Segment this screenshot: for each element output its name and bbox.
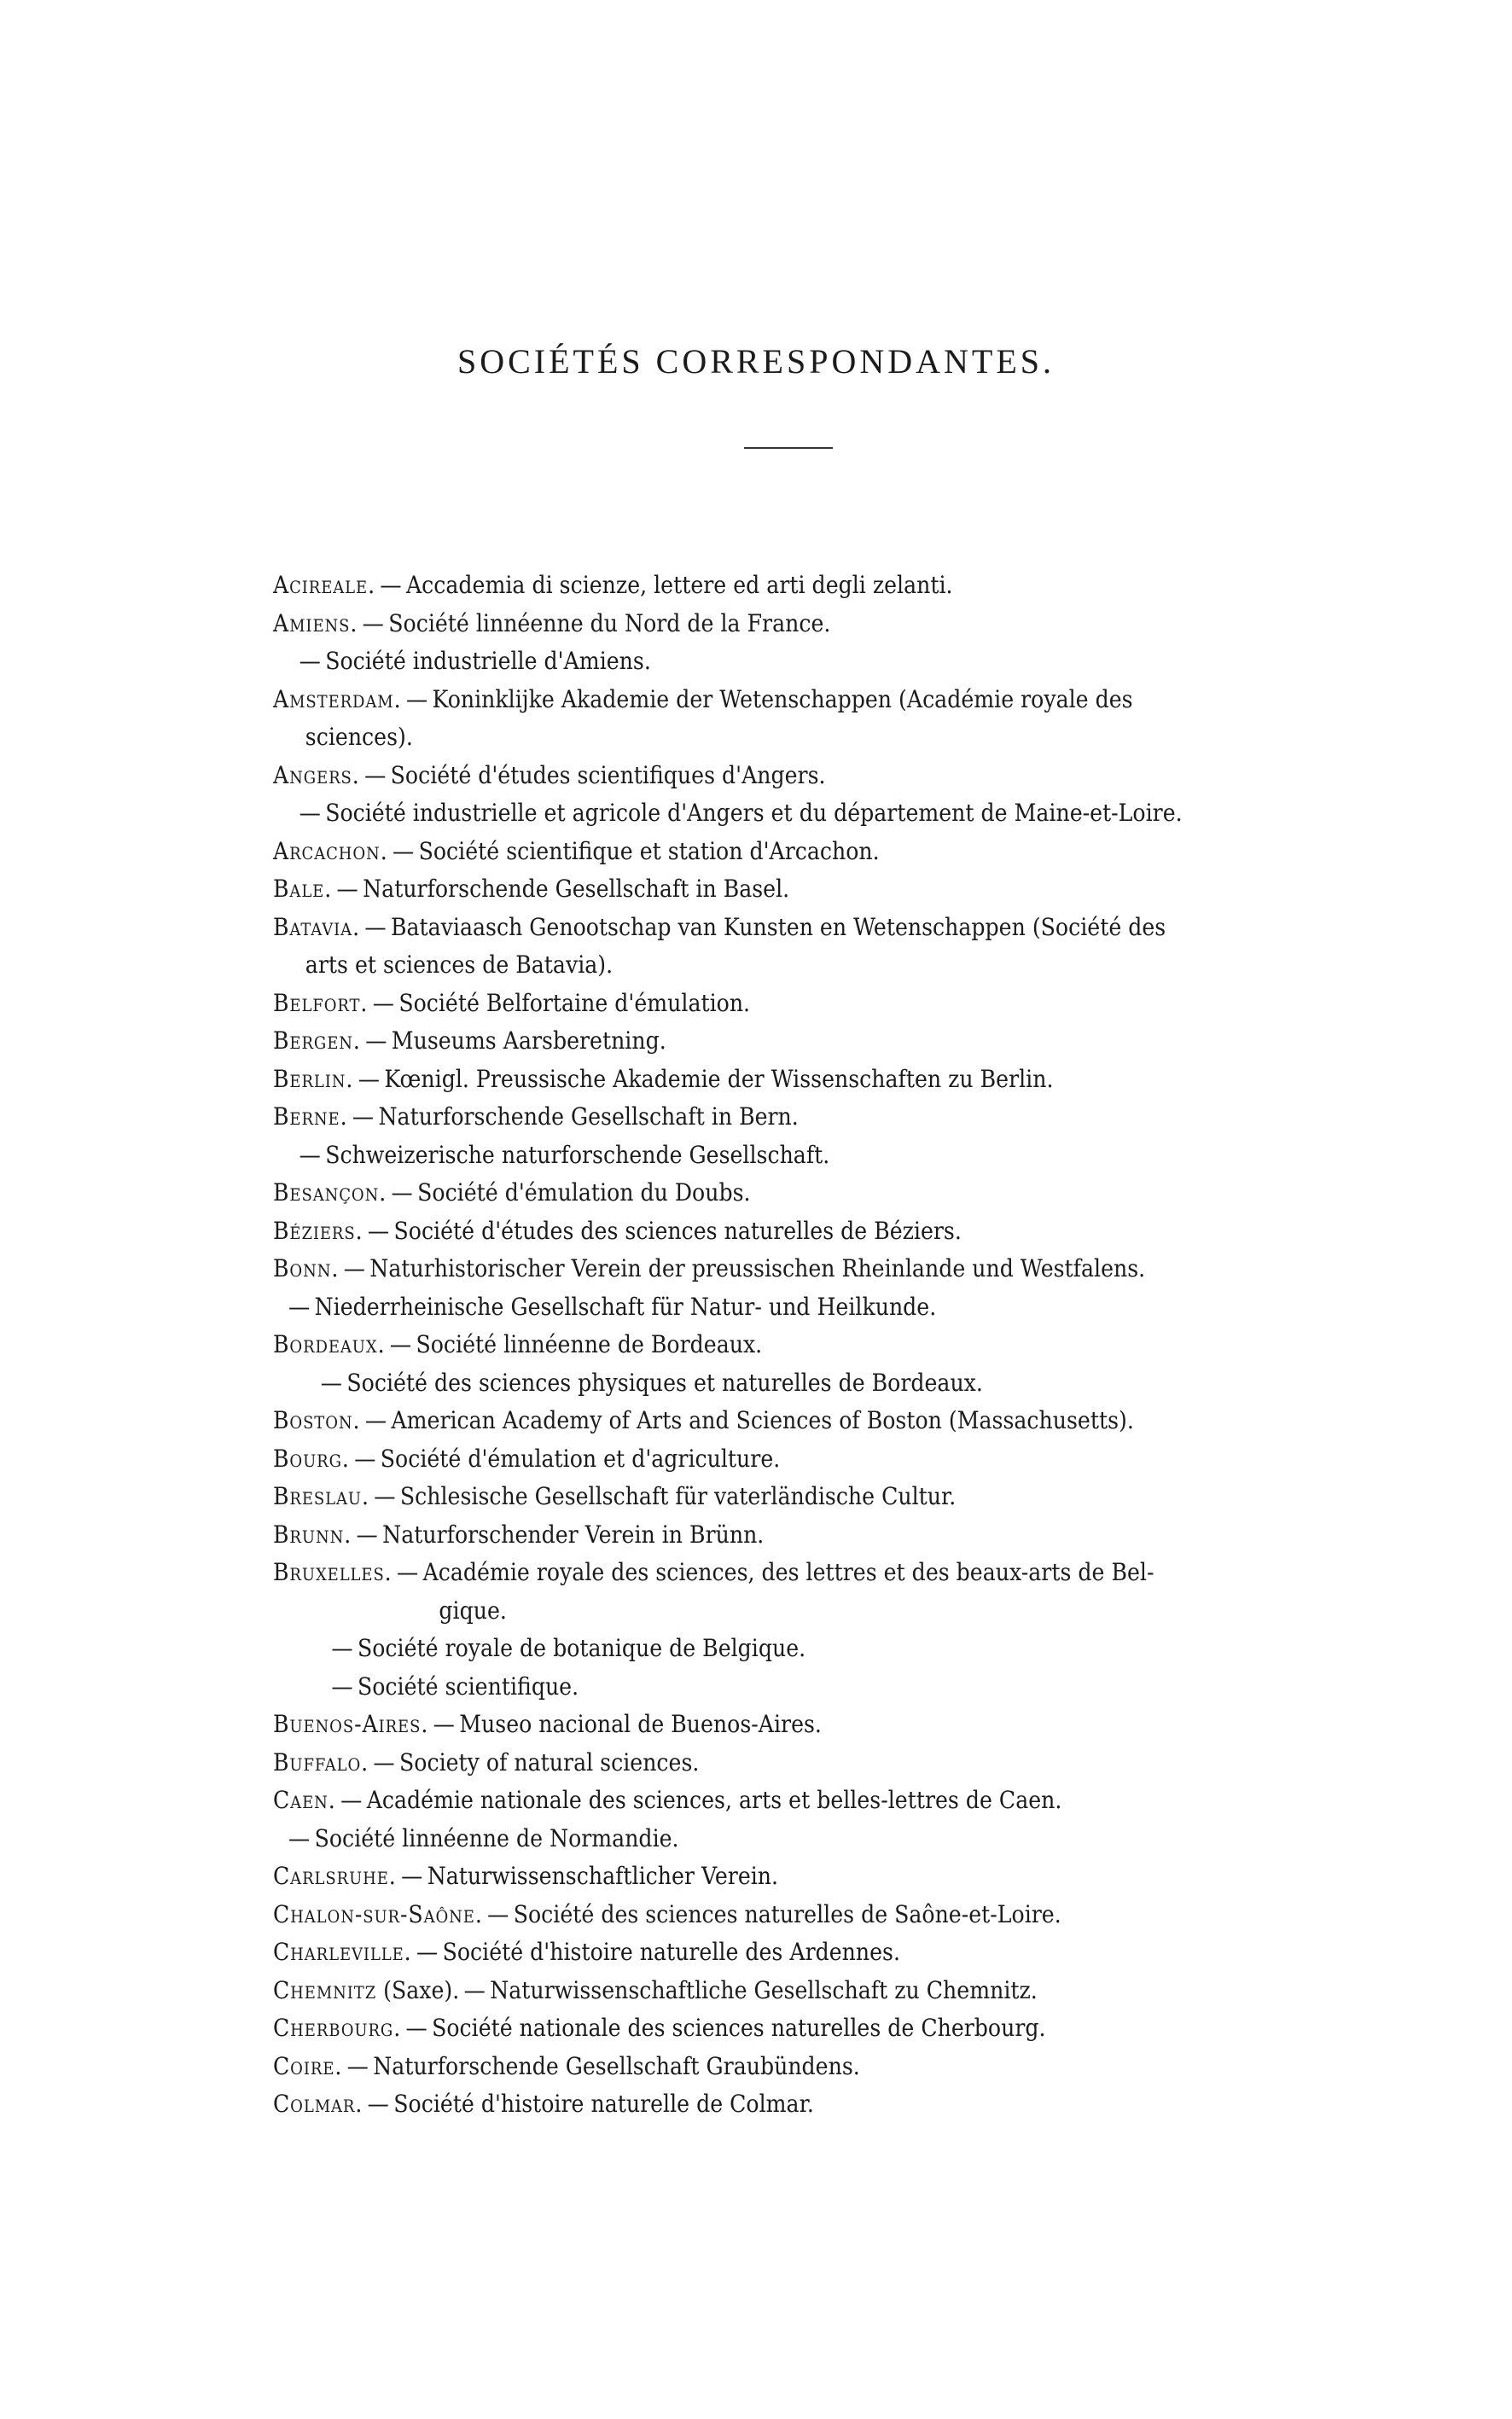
city-name: Arcachon. bbox=[273, 836, 388, 865]
society-name: Société d'histoire naturelle des Ardennes. bbox=[442, 1938, 900, 1966]
list-item bbox=[273, 1478, 1172, 1516]
dash-separator: — bbox=[433, 1710, 455, 1738]
city-name: Charleville. bbox=[273, 1938, 412, 1966]
dash-separator: — bbox=[405, 2014, 427, 2042]
list-item bbox=[273, 1782, 1172, 1820]
dash-separator: — bbox=[288, 1823, 311, 1852]
list-item bbox=[273, 1972, 1172, 2010]
society-name: Society of natural sciences. bbox=[399, 1747, 700, 1776]
city-name: Angers. bbox=[273, 760, 360, 789]
city-name: Berne. bbox=[273, 1102, 348, 1131]
society-name: Bataviaasch Genootschap van Kunsten en Wetenschappen (Société des bbox=[390, 912, 1166, 941]
list-item bbox=[273, 1896, 1172, 1934]
society-name: Société d'études des sciences naturelles de Béziers. bbox=[393, 1216, 962, 1245]
dash-separator: — bbox=[463, 1975, 486, 2004]
dash-separator: — bbox=[367, 1216, 390, 1245]
dash-separator: — bbox=[354, 1444, 376, 1473]
society-name: Museo nacional de Buenos-Aires. bbox=[459, 1710, 822, 1738]
dash-separator: — bbox=[336, 875, 358, 903]
city-name: Amsterdam. bbox=[273, 684, 402, 713]
society-name: Société d'études scientifiques d'Angers. bbox=[390, 760, 826, 789]
city-name: Acireale. bbox=[273, 571, 375, 599]
society-name: Société des sciences physiques et naturelles de Bordeaux. bbox=[346, 1368, 983, 1397]
dash-separator: — bbox=[288, 1292, 311, 1321]
city-name: Brunn. bbox=[273, 1520, 352, 1549]
city-name: Bergen. bbox=[273, 1026, 361, 1055]
city-name: Béziers. bbox=[273, 1216, 363, 1245]
list-item bbox=[273, 567, 1172, 605]
dash-separator: — bbox=[416, 1938, 439, 1966]
list-item bbox=[273, 833, 1172, 871]
list-item bbox=[273, 1022, 1172, 1061]
society-name: Académie nationale des sciences, arts et belles-lettres de Caen. bbox=[366, 1786, 1062, 1814]
society-name: Société d'émulation et d'agriculture. bbox=[380, 1444, 781, 1473]
society-list bbox=[273, 567, 1183, 2124]
city-name: Bruxelles. bbox=[273, 1558, 393, 1586]
dash-separator: — bbox=[356, 1520, 378, 1549]
dash-separator: — bbox=[320, 1368, 342, 1397]
society-name: Société d'histoire naturelle de Colmar. bbox=[393, 2090, 814, 2118]
city-name: Caen. bbox=[273, 1786, 336, 1814]
city-name: Bordeaux. bbox=[273, 1330, 386, 1358]
dash-separator: — bbox=[365, 1026, 387, 1055]
society-name: Niederrheinische Gesellschaft für Natur- und Heilkunde. bbox=[314, 1292, 937, 1321]
dash-separator: — bbox=[374, 1482, 396, 1510]
list-item bbox=[273, 794, 1183, 833]
dash-separator: — bbox=[299, 799, 321, 827]
society-name-continuation: gique. bbox=[439, 1596, 507, 1625]
society-name: Société industrielle et agricole d'Angers et du département de Maine-et-Loire. bbox=[325, 799, 1183, 827]
city-name: Chalon-sur-Saône. bbox=[273, 1899, 483, 1928]
dash-separator: — bbox=[389, 1330, 412, 1358]
city-name: Colmar. bbox=[273, 2090, 363, 2118]
dash-separator: — bbox=[367, 2090, 389, 2118]
page-title: SOCIÉTÉS CORRESPONDANTES. bbox=[457, 342, 1055, 381]
list-item bbox=[273, 1061, 1172, 1099]
society-name: Koninklijke Akademie der Wetenschappen (Académie royale des bbox=[432, 684, 1133, 713]
list-item bbox=[273, 2085, 1172, 2124]
list-item bbox=[273, 1668, 1172, 1707]
society-name: Société nationale des sciences naturelles de Cherbourg. bbox=[432, 2014, 1046, 2042]
list-item bbox=[273, 1554, 1172, 1630]
society-name: Naturforschende Gesellschaft Graubündens. bbox=[373, 2051, 860, 2080]
city-name: Bonn. bbox=[273, 1254, 340, 1282]
city-name: Buenos-Aires. bbox=[273, 1710, 429, 1738]
society-name: Société d'émulation du Doubs. bbox=[417, 1178, 751, 1207]
list-item bbox=[273, 1744, 1172, 1782]
dash-separator: — bbox=[299, 647, 321, 675]
list-item bbox=[273, 1098, 1172, 1137]
society-name: Société linnéenne de Normandie. bbox=[314, 1823, 679, 1852]
city-name: Buffalo. bbox=[273, 1747, 369, 1776]
society-name-continuation: arts et sciences de Batavia). bbox=[305, 951, 614, 979]
society-name: Kœnigl. Preussische Akademie der Wissenschaften zu Berlin. bbox=[384, 1064, 1054, 1093]
society-name: Museums Aarsberetning. bbox=[391, 1026, 666, 1055]
dash-separator: — bbox=[487, 1899, 509, 1928]
list-item bbox=[273, 605, 1172, 643]
society-name: Naturhistorischer Verein der preussischen Rheinlande und Westfalens. bbox=[369, 1254, 1146, 1282]
society-name: Société scientifique. bbox=[358, 1672, 579, 1701]
list-item bbox=[273, 757, 1172, 795]
dash-separator: — bbox=[343, 1254, 365, 1282]
list-item bbox=[273, 1820, 1172, 1858]
city-name: Cherbourg. bbox=[273, 2014, 402, 2042]
list-item bbox=[273, 1402, 1172, 1440]
society-name: Société linnéenne du Nord de la France. bbox=[388, 608, 831, 637]
city-name: Breslau. bbox=[273, 1482, 369, 1510]
society-name: Naturwissenschaftlicher Verein. bbox=[427, 1862, 779, 1890]
title-rule bbox=[744, 447, 833, 449]
society-name: Schweizerische naturforschende Gesellschaft. bbox=[325, 1140, 830, 1169]
society-name-continuation: sciences). bbox=[305, 723, 413, 751]
dash-separator: — bbox=[364, 912, 387, 941]
dash-separator: — bbox=[393, 836, 415, 865]
dash-separator: — bbox=[352, 1102, 375, 1131]
dash-separator: — bbox=[372, 988, 394, 1017]
list-item bbox=[273, 681, 1172, 757]
dash-separator: — bbox=[391, 1178, 413, 1207]
city-name: Bale. bbox=[273, 875, 333, 903]
dash-separator: — bbox=[362, 608, 384, 637]
list-item bbox=[273, 2048, 1172, 2086]
dash-separator: — bbox=[364, 1406, 387, 1434]
dash-separator: — bbox=[331, 1672, 353, 1701]
dash-separator: — bbox=[358, 1064, 380, 1093]
city-name: Bourg. bbox=[273, 1444, 350, 1473]
society-name: Schlesische Gesellschaft für vaterländische Cultur. bbox=[399, 1482, 957, 1510]
dash-separator: — bbox=[340, 1786, 363, 1814]
city-name: Besançon. bbox=[273, 1178, 387, 1207]
dash-separator: — bbox=[405, 684, 428, 713]
list-item bbox=[273, 1364, 1172, 1403]
dash-separator: — bbox=[401, 1862, 423, 1890]
city-name: Batavia. bbox=[273, 912, 360, 941]
list-item bbox=[273, 1858, 1172, 1896]
list-item bbox=[273, 1250, 1172, 1288]
society-name: Société industrielle d'Amiens. bbox=[325, 647, 651, 675]
list-item bbox=[273, 1137, 1172, 1175]
dash-separator: — bbox=[346, 2051, 369, 2080]
list-item bbox=[273, 1630, 1172, 1668]
city-name: Amiens. bbox=[273, 608, 358, 637]
list-item bbox=[273, 870, 1172, 909]
dash-separator: — bbox=[364, 760, 387, 789]
list-item bbox=[273, 2009, 1172, 2048]
society-name: American Academy of Arts and Sciences of Boston (Massachusetts). bbox=[391, 1406, 1134, 1434]
list-item bbox=[273, 1326, 1172, 1364]
dash-separator: — bbox=[373, 1747, 395, 1776]
dash-separator: — bbox=[299, 1140, 321, 1169]
society-name: Académie royale des sciences, des lettres et des beaux-arts de Bel- bbox=[422, 1558, 1154, 1586]
city-name: Coire. bbox=[273, 2051, 343, 2080]
list-item bbox=[273, 1212, 1172, 1251]
society-name: Accademia di scienze, lettere ed arti degli zelanti. bbox=[405, 571, 953, 599]
list-item bbox=[273, 1288, 1172, 1327]
dash-separator: — bbox=[396, 1558, 419, 1586]
list-item bbox=[273, 1440, 1172, 1479]
city-name: Belfort. bbox=[273, 988, 369, 1017]
list-item bbox=[273, 643, 1172, 681]
city-qualifier: (Saxe). bbox=[383, 1975, 460, 2004]
list-item bbox=[273, 1516, 1172, 1555]
city-name: Boston. bbox=[273, 1406, 361, 1434]
society-name: Naturwissenschaftliche Gesellschaft zu Chemnitz. bbox=[490, 1975, 1038, 2004]
society-name: Société scientifique et station d'Arcachon. bbox=[418, 836, 880, 865]
society-name: Naturforschende Gesellschaft in Bern. bbox=[378, 1102, 799, 1131]
society-name: Société des sciences naturelles de Saône-et-Loire. bbox=[513, 1899, 1061, 1928]
city-name: Carlsruhe. bbox=[273, 1862, 397, 1890]
dash-separator: — bbox=[380, 571, 402, 599]
city-name: Chemnitz bbox=[273, 1975, 377, 2004]
society-name: Naturforschender Verein in Brünn. bbox=[382, 1520, 765, 1549]
society-name: Société linnéenne de Bordeaux. bbox=[416, 1330, 763, 1358]
list-item bbox=[273, 1933, 1172, 1972]
society-name: Société royale de botanique de Belgique. bbox=[358, 1634, 806, 1662]
city-name: Berlin. bbox=[273, 1064, 354, 1093]
list-item bbox=[273, 909, 1172, 985]
list-item bbox=[273, 985, 1172, 1023]
society-name: Société Belfortaine d'émulation. bbox=[398, 988, 751, 1017]
list-item bbox=[273, 1174, 1172, 1212]
society-name: Naturforschende Gesellschaft in Basel. bbox=[363, 875, 790, 903]
dash-separator: — bbox=[331, 1634, 353, 1662]
list-item bbox=[273, 1706, 1172, 1744]
